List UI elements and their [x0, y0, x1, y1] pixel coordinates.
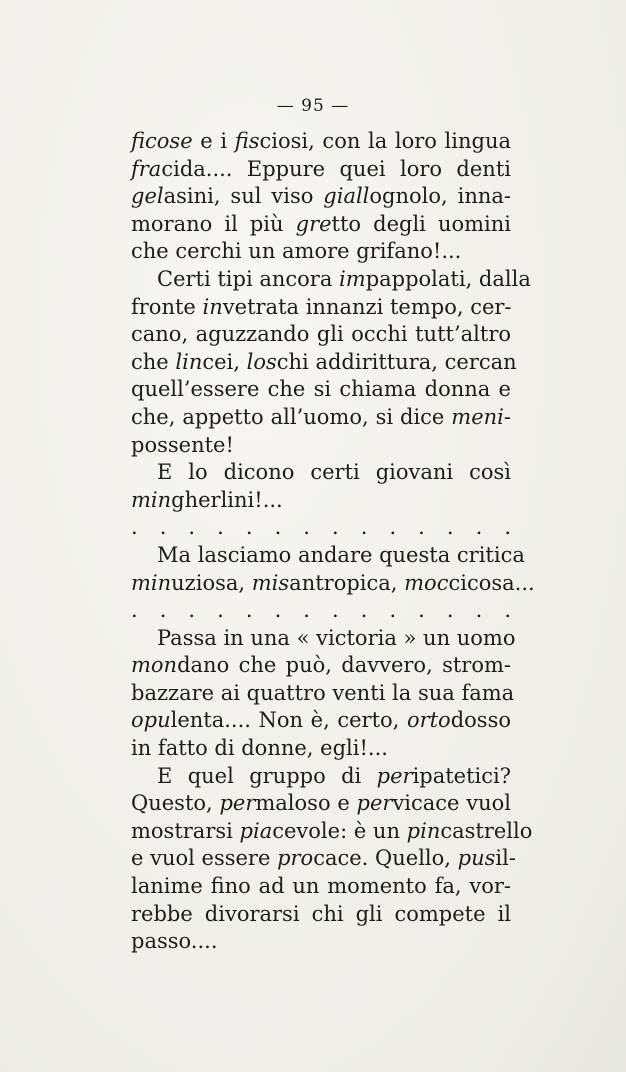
- text-run: ognolo, inna-: [369, 184, 511, 209]
- italic-word-part: ficose: [131, 129, 193, 153]
- text-line: [131, 542, 525, 570]
- ellipsis-dots-line: . . . . . . . . . . . . . .: [131, 598, 511, 623]
- text-line: [131, 928, 511, 956]
- text-run: chi addirittura, cercan: [276, 349, 517, 374]
- text-run: E quel gruppo di: [157, 763, 377, 788]
- text-run: dano che può, davvero, strom-: [177, 653, 511, 678]
- text-run: Passa in una « victoria » un uomo: [157, 625, 516, 650]
- ellipsis-dots-line: . . . . . . . . . . . . . .: [131, 515, 511, 540]
- text-run: che, appetto all’uomo, si dice: [131, 404, 452, 429]
- italic-word-part: fra: [131, 156, 162, 181]
- text-run: in fatto di donne, egli!...: [131, 736, 388, 761]
- text-line: [131, 625, 516, 653]
- italic-word-part: fis: [234, 129, 260, 153]
- text-run: dosso: [450, 708, 511, 733]
- text-run: cei,: [202, 349, 247, 374]
- text-line: [131, 238, 511, 266]
- text-line: [131, 404, 511, 432]
- text-line: [131, 818, 533, 846]
- text-line: [131, 459, 511, 487]
- text-line: [131, 128, 511, 156]
- text-run: E lo dicono certi giovani così: [157, 460, 511, 485]
- italic-word-part: giall: [323, 184, 370, 209]
- text-run: Certi tipi ancora: [157, 266, 340, 291]
- text-run: mostrarsi: [131, 818, 240, 843]
- text-line: [131, 349, 517, 377]
- text-run: morano il più: [131, 211, 296, 236]
- italic-word-part: opu: [131, 708, 171, 733]
- text-run: il-: [495, 846, 516, 871]
- page-number: — 95 —: [276, 96, 350, 116]
- italic-word-part: per: [219, 791, 256, 816]
- text-line: [131, 432, 511, 460]
- text-run: gherlini!...: [171, 487, 283, 512]
- text-run: quell’essere che si chiama donna e: [131, 377, 511, 402]
- italic-word-part: pro: [277, 846, 314, 871]
- italic-word-part: min: [131, 570, 172, 595]
- text-run: asini, sul viso: [163, 184, 324, 209]
- text-run: vicace vuol: [392, 791, 511, 816]
- italic-word-part: meni: [451, 404, 504, 429]
- text-line: [131, 294, 511, 322]
- text-line: [131, 652, 511, 680]
- italic-word-part: orto: [406, 708, 451, 733]
- text-line: [131, 570, 535, 598]
- text-run: lenta.... Non è, certo,: [170, 708, 407, 733]
- italic-word-part: pia: [239, 818, 273, 843]
- text-run: fronte: [131, 294, 203, 319]
- text-run: Questo,: [131, 791, 220, 816]
- text-run: che cerchi un amore grifano!...: [131, 239, 462, 264]
- body-text: [131, 128, 535, 956]
- italic-word-part: moc: [404, 570, 449, 595]
- italic-word-part: lin: [175, 349, 203, 374]
- italic-word-part: min: [131, 487, 172, 512]
- text-line: [131, 487, 511, 515]
- text-run: cida.... Eppure quei loro denti: [161, 156, 511, 181]
- text-run: uziosa,: [171, 570, 252, 595]
- italic-word-part: los: [246, 349, 277, 374]
- text-line: [131, 211, 511, 239]
- italic-word-part: gre: [295, 211, 332, 236]
- italic-word-part: gel: [131, 184, 164, 209]
- italic-word-part: mon: [131, 653, 178, 678]
- italic-word-part: pus: [457, 846, 496, 871]
- text-run: cicosa...: [448, 570, 535, 595]
- text-run: rebbe divorarsi chi gli compete il: [131, 901, 511, 926]
- text-run: cevole: è un: [272, 818, 407, 843]
- text-run: cace. Quello,: [313, 846, 458, 871]
- text-run: possente!: [131, 432, 234, 457]
- text-line: [131, 156, 511, 184]
- text-line: [131, 845, 516, 873]
- text-line: [131, 376, 511, 404]
- text-run: cano, aguzzando gli occhi tutt’altro: [131, 322, 511, 347]
- text-run: vetrata innanzi tempo, cer-: [222, 294, 512, 319]
- text-run: passo....: [131, 929, 218, 954]
- text-run: maloso e: [255, 791, 357, 816]
- text-line: [131, 266, 531, 294]
- text-line: [131, 680, 515, 708]
- italic-word-part: mis: [251, 570, 290, 595]
- text-run: castrello: [440, 818, 533, 843]
- italic-word-part: im: [339, 266, 366, 291]
- text-run: ciosi, con la loro lingua: [259, 129, 511, 153]
- text-run: tto degli uomini: [331, 211, 511, 236]
- text-run: e i: [192, 129, 235, 153]
- text-line: [131, 707, 511, 735]
- text-line: [131, 321, 511, 349]
- italic-word-part: pin: [406, 818, 441, 843]
- text-run: che: [131, 349, 176, 374]
- italic-word-part: in: [202, 294, 223, 319]
- text-line: [131, 901, 511, 929]
- text-run: bazzare ai quattro venti la sua fama: [131, 680, 515, 705]
- text-run: e vuol essere: [131, 846, 278, 871]
- text-line: [131, 735, 511, 763]
- text-run: -: [503, 404, 511, 429]
- italic-word-part: per: [376, 763, 413, 788]
- text-line: [131, 763, 511, 791]
- text-run: lanime fino ad un momento fa, vor-: [131, 874, 511, 899]
- text-line: [131, 790, 511, 818]
- text-run: Ma lasciamo andare questa critica: [157, 542, 525, 567]
- text-run: pappolati, dalla: [365, 266, 531, 291]
- text-line: [131, 183, 511, 211]
- italic-word-part: per: [356, 791, 393, 816]
- text-run: ipatetici?: [412, 763, 511, 788]
- text-run: antropica,: [289, 570, 405, 595]
- text-line: [131, 873, 511, 901]
